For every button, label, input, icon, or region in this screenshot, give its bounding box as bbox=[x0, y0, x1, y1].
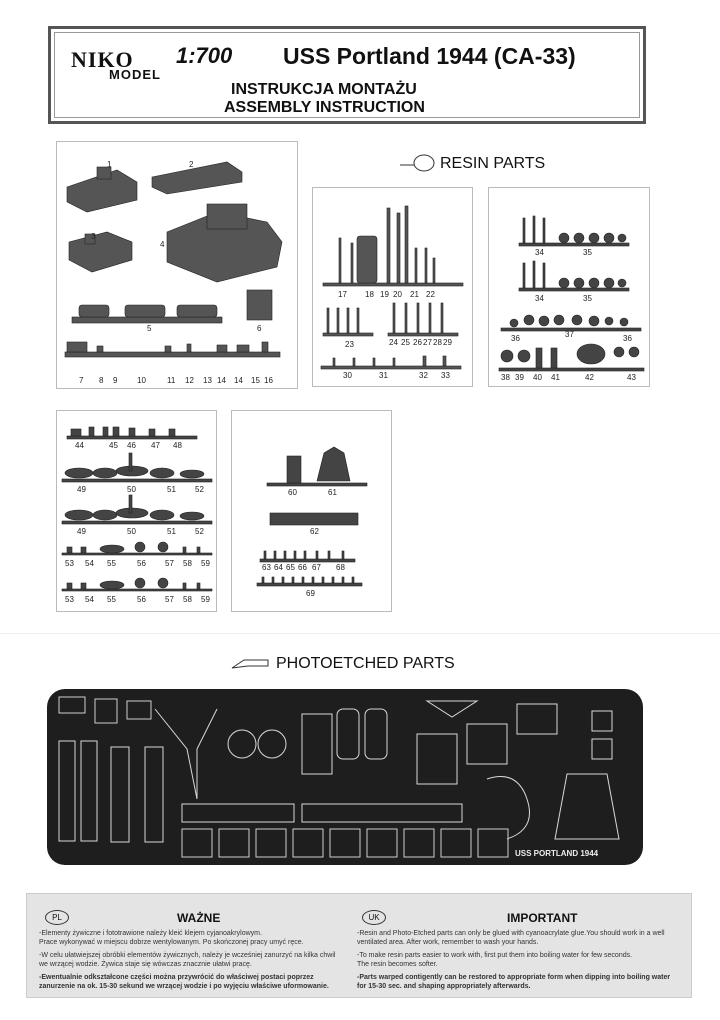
part-label: 38 bbox=[501, 373, 510, 382]
part-label: 23 bbox=[345, 340, 354, 349]
part-label: 1 bbox=[107, 160, 112, 169]
part-label: 39 bbox=[515, 373, 524, 382]
part-label: 32 bbox=[419, 371, 428, 380]
pl-note-title: WAŻNE bbox=[177, 911, 221, 925]
part-label: 42 bbox=[585, 373, 594, 382]
part-label: 52 bbox=[195, 527, 204, 536]
part-label: 35 bbox=[583, 248, 592, 257]
brand-sub: MODEL bbox=[109, 67, 161, 82]
part-label: 31 bbox=[379, 371, 388, 380]
part-label: 56 bbox=[137, 559, 146, 568]
pl-note-line: -Ewentualnie odkształcone części można przywrócić do właściwej postaci poprzez bbox=[39, 974, 314, 981]
part-label: 35 bbox=[583, 294, 592, 303]
pl-note-line: -W celu ułatwiejszej obróbki elementów żywicznych, należy je wcześniej zanurzyć na kilka chwil bbox=[39, 952, 336, 959]
part-label: 59 bbox=[201, 595, 210, 604]
part-label: 49 bbox=[77, 485, 86, 494]
part-label: 9 bbox=[113, 376, 118, 385]
part-label: 26 bbox=[413, 338, 422, 347]
part-label: 22 bbox=[426, 290, 435, 299]
uk-flag-icon: UK bbox=[362, 910, 386, 925]
part-label: 19 bbox=[380, 290, 389, 299]
part-label: 11 bbox=[167, 376, 176, 385]
en-note-line: -Parts warped contigently can be restored to appropriate form when dipping into boiling water bbox=[357, 974, 671, 981]
part-label: 54 bbox=[85, 559, 94, 568]
part-label: 54 bbox=[85, 595, 94, 604]
photoetch-fret bbox=[47, 689, 643, 865]
resin-icon bbox=[400, 153, 436, 175]
subtitle-pl: INSTRUKCJA MONTAŻU bbox=[231, 81, 417, 98]
part-label: 21 bbox=[410, 290, 419, 299]
part-label: 52 bbox=[195, 485, 204, 494]
part-label: 7 bbox=[79, 376, 84, 385]
part-label: 45 bbox=[109, 441, 118, 450]
part-label: 65 bbox=[286, 563, 295, 572]
title-block bbox=[48, 26, 646, 124]
part-label: 17 bbox=[338, 290, 347, 299]
fret-label: USS PORTLAND 1944 bbox=[515, 849, 599, 858]
part-label: 53 bbox=[65, 559, 74, 568]
en-note-line: for 15-30 sec. and shaping appropriately afterwards. bbox=[357, 983, 531, 990]
part-label: 8 bbox=[99, 376, 104, 385]
part-label: 48 bbox=[173, 441, 182, 450]
part-label: 60 bbox=[288, 488, 297, 497]
part-label: 51 bbox=[167, 527, 176, 536]
part-label: 63 bbox=[262, 563, 271, 572]
part-label: 51 bbox=[167, 485, 176, 494]
part-label: 18 bbox=[365, 290, 374, 299]
part-label: 50 bbox=[127, 527, 136, 536]
part-label: 34 bbox=[535, 248, 544, 257]
resin-panel-1 bbox=[56, 141, 298, 389]
resin-panel-3 bbox=[488, 187, 650, 387]
part-label: 5 bbox=[147, 324, 152, 333]
part-label: 44 bbox=[75, 441, 84, 450]
part-label: 14 bbox=[234, 376, 243, 385]
part-label: 12 bbox=[185, 376, 194, 385]
part-label: 37 bbox=[565, 330, 574, 339]
pl-note-line: -Elementy żywiczne i fototrawione należy kleić klejem cyjanoakrylowym. bbox=[39, 930, 262, 937]
part-label: 58 bbox=[183, 595, 192, 604]
scale-label: 1:700 bbox=[176, 43, 233, 68]
part-label: 30 bbox=[343, 371, 352, 380]
part-label: 33 bbox=[441, 371, 450, 380]
part-label: 49 bbox=[77, 527, 86, 536]
pl-flag-icon: PL bbox=[45, 910, 69, 925]
section-divider bbox=[0, 633, 720, 634]
en-note-line: The resin becomes softer. bbox=[357, 961, 438, 968]
part-label: 6 bbox=[257, 324, 262, 333]
en-note-line: -Resin and Photo-Etched parts can only be glued with cyanoacrylate glue.You should work in a well bbox=[357, 930, 665, 937]
pl-note-line: zanurzenie na ok. 15-30 sekund we wrzącej wodzie i po wyjęciu właściwe uformowanie. bbox=[39, 983, 329, 990]
part-label: 28 bbox=[433, 338, 442, 347]
photoetch-icon bbox=[228, 654, 272, 674]
part-label: 36 bbox=[511, 334, 520, 343]
part-label: 53 bbox=[65, 595, 74, 604]
part-label: 20 bbox=[393, 290, 402, 299]
part-label: 24 bbox=[389, 338, 398, 347]
resin-parts-drawing-2 bbox=[313, 188, 472, 386]
page-title: USS Portland 1944 (CA-33) bbox=[283, 43, 576, 69]
part-label: 56 bbox=[137, 595, 146, 604]
part-label: 34 bbox=[535, 294, 544, 303]
part-label: 25 bbox=[401, 338, 410, 347]
resin-parts-drawing-1 bbox=[57, 142, 297, 388]
photoetch-fret-drawing bbox=[47, 689, 643, 865]
part-label: 40 bbox=[533, 373, 542, 382]
part-label: 13 bbox=[203, 376, 212, 385]
part-label: 15 bbox=[251, 376, 260, 385]
resin-panel-2 bbox=[312, 187, 473, 387]
part-label: 43 bbox=[627, 373, 636, 382]
photoetch-section-title: PHOTOETCHED PARTS bbox=[276, 655, 455, 672]
part-label: 2 bbox=[189, 160, 194, 169]
resin-panel-4 bbox=[56, 410, 217, 612]
en-note-text bbox=[357, 929, 687, 991]
part-label: 29 bbox=[443, 338, 452, 347]
en-note-line: ventilated area. After work, remember to wash your hands. bbox=[357, 939, 539, 946]
resin-parts-drawing-3 bbox=[489, 188, 649, 386]
pl-note-line: we wrzącej wodzie. Żywica staje się wówczas znacznie ułatwi pracę. bbox=[39, 961, 252, 968]
part-label: 27 bbox=[423, 338, 432, 347]
part-label: 46 bbox=[127, 441, 136, 450]
brand-logo bbox=[71, 47, 161, 82]
part-label: 16 bbox=[264, 376, 273, 385]
part-label: 68 bbox=[336, 563, 345, 572]
part-label: 57 bbox=[165, 595, 174, 604]
part-label: 58 bbox=[183, 559, 192, 568]
part-label: 69 bbox=[306, 589, 315, 598]
part-label: 47 bbox=[151, 441, 160, 450]
part-label: 64 bbox=[274, 563, 283, 572]
part-label: 14 bbox=[217, 376, 226, 385]
part-label: 67 bbox=[312, 563, 321, 572]
part-label: 55 bbox=[107, 595, 116, 604]
part-label: 50 bbox=[127, 485, 136, 494]
part-label: 41 bbox=[551, 373, 560, 382]
part-label: 59 bbox=[201, 559, 210, 568]
resin-panel-5 bbox=[231, 410, 392, 612]
part-label: 36 bbox=[623, 334, 632, 343]
pl-note-line: Prace wykonywać w miejscu dobrze wentylowanym. Po skończonej pracy umyć ręce. bbox=[39, 939, 304, 946]
resin-section-title: RESIN PARTS bbox=[440, 155, 546, 172]
pl-note-text bbox=[39, 929, 359, 991]
part-label: 57 bbox=[165, 559, 174, 568]
part-label: 55 bbox=[107, 559, 116, 568]
brand-name: NIKO bbox=[71, 47, 134, 72]
part-label: 10 bbox=[137, 376, 146, 385]
part-label: 3 bbox=[91, 232, 96, 241]
notes-box bbox=[26, 893, 692, 998]
part-label: 66 bbox=[298, 563, 307, 572]
part-label: 61 bbox=[328, 488, 337, 497]
en-note-title: IMPORTANT bbox=[507, 911, 578, 925]
part-label: 4 bbox=[160, 240, 165, 249]
resin-parts-drawing-5 bbox=[232, 411, 391, 611]
en-note-line: -To make resin parts easier to work with, first put them into boiling water for few seconds. bbox=[357, 952, 633, 959]
subtitle-en: ASSEMBLY INSTRUCTION bbox=[224, 99, 425, 116]
part-label: 62 bbox=[310, 527, 319, 536]
